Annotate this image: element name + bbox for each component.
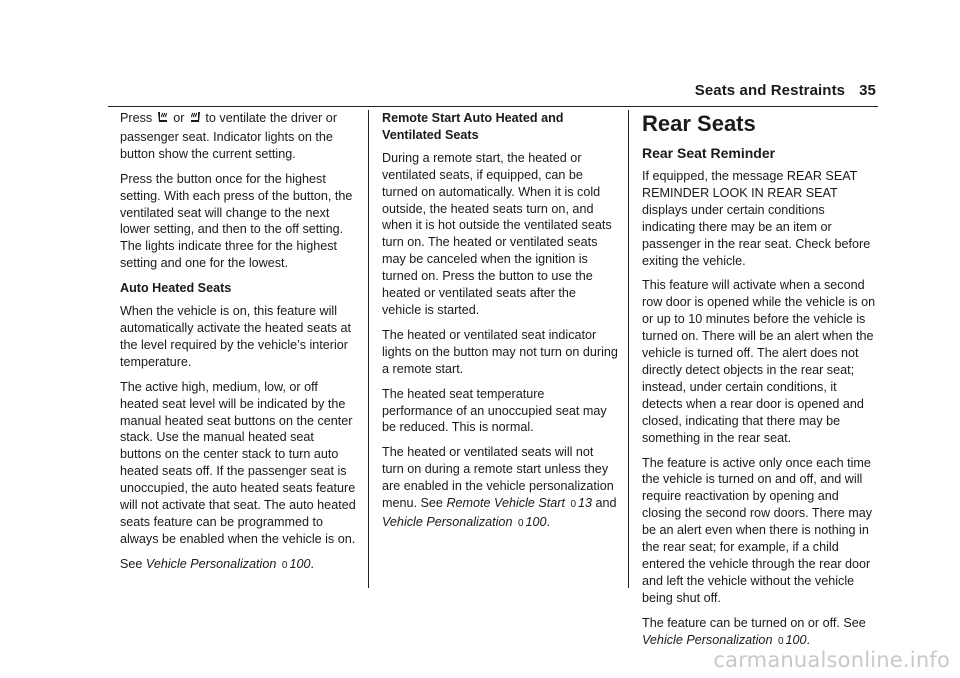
page-header [695, 82, 876, 99]
page-ref-number[interactable]: 100 [525, 514, 547, 529]
ventilate-paragraph: Press or to ventilate the driver or passenger seat. Indicator lights on the button show the current setting. [120, 111, 338, 161]
remote-start-paragraph-3: The heated seat temperature performance of an unoccupied seat may be reduced. This is normal. [382, 386, 607, 435]
page-ref-arrow-icon: 0 [777, 635, 784, 647]
auto-heated-paragraph-1: When the vehicle is on, this feature will automatically activate the heated seats at the level required by the vehicle’s interior temperature. [120, 304, 352, 369]
remote-start-paragraph-4: The heated or ventilated seats will not turn on during a remote start unless they are enabled in the vehicle personalization menu. See Remote Vehicle Start 0 13 and Vehicle Personalization 0 100. [382, 444, 618, 533]
page-number: 35 [859, 82, 876, 99]
remote-start-paragraph-2: The heated or ventilated seat indicator lights on the button may not turn on during a remote start. [382, 327, 618, 376]
page-ref-arrow-icon: 0 [281, 559, 288, 571]
column-2 [382, 110, 618, 541]
rear-seat-paragraph-1: If equipped, the message REAR SEAT REMINDER LOOK IN REAR SEAT displays under certain conditions indicating there may be an item or passenger in the rear seat. Check before exiting the vehicle. [642, 169, 871, 268]
column-1 [120, 110, 358, 583]
page-ref-arrow-icon: 0 [517, 517, 524, 529]
section-title: Seats and Restraints [694, 82, 846, 99]
watermark: carmanualsonline.info [713, 648, 950, 672]
rear-seat-paragraph-3: The feature is active only once each time the vehicle is turned on and off, and will require reactivation by opening and closing the second row doors. There may be an alert even when there is nothing in the rear seat; for example, if a child entered the vehicle through the rear door and left the vehicle without the vehicle being shut off. [642, 455, 873, 605]
column-divider-1 [368, 110, 369, 588]
page-ref-number[interactable]: 100 [785, 632, 807, 647]
column-divider-2 [628, 110, 629, 588]
page-ref-number[interactable]: 100 [289, 556, 311, 571]
page-ref-number[interactable]: 13 [578, 496, 593, 511]
vehicle-personalization-link[interactable]: Vehicle Personalization [642, 632, 773, 647]
seat-ventilation-passenger-icon [189, 111, 201, 129]
rear-seat-paragraph-4: The feature can be turned on or off. See Vehicle Personalization 0 100. [642, 615, 880, 651]
remote-start-paragraph-1: During a remote start, the heated or ventilated seats, if equipped, can be turned on automatically. When it is cold outside, the heated seats turn on, and when it is hot outside the ventilated seats turn on. The heated or ventilated seats may be canceled when the ignition is turned on. Press the button to use the heated or ventilated seats after the vehicle is started. [382, 150, 612, 317]
auto-heated-paragraph-2: The active high, medium, low, or off heated seat level will be indicated by the manual heated seat buttons on the center stack. Use the manual heated seat buttons on the center stack to turn auto heated seats off. If the passenger seat is unoccupied, the auto heated seats feature will not activate that seat. The auto heated seats feature can be programmed to always be enabled when the vehicle is on. [120, 379, 356, 546]
column-3 [642, 110, 880, 658]
rear-seat-paragraph-2: This feature will activate when a second row door is opened while the vehicle is on or up to 10 minutes before the vehicle is turned on. There will be an alert when the vehicle is turned off. The alert does not directly detect objects in the rear seat; instead, under certain conditions, it detects when a rear door is opened and closed, indicating that there may be something in the rear seat. [642, 278, 876, 445]
auto-heated-seats-heading: Auto Heated Seats [120, 281, 232, 296]
remote-start-heading: Remote Start Auto Heated and Ventilated Seats [382, 111, 564, 142]
remote-vehicle-start-link[interactable]: Remote Vehicle Start [446, 496, 565, 511]
seat-ventilation-driver-icon [157, 111, 169, 129]
header-divider [108, 106, 878, 107]
page-ref-arrow-icon: 0 [570, 499, 577, 511]
rear-seats-title: Rear Seats [642, 111, 756, 136]
vehicle-personalization-link[interactable]: Vehicle Personalization [145, 556, 277, 571]
vehicle-personalization-link[interactable]: Vehicle Personalization [382, 514, 513, 529]
see-reference: See Vehicle Personalization 0 100. [120, 556, 358, 575]
button-setting-paragraph: Press the button once for the highest setting. With each press of the button, the ventilated seat will change to the next lower setting, and then to the off setting. The lights indicate three for the highest setting and one for the lowest. [120, 171, 353, 271]
rear-seat-reminder-heading: Rear Seat Reminder [642, 145, 776, 161]
